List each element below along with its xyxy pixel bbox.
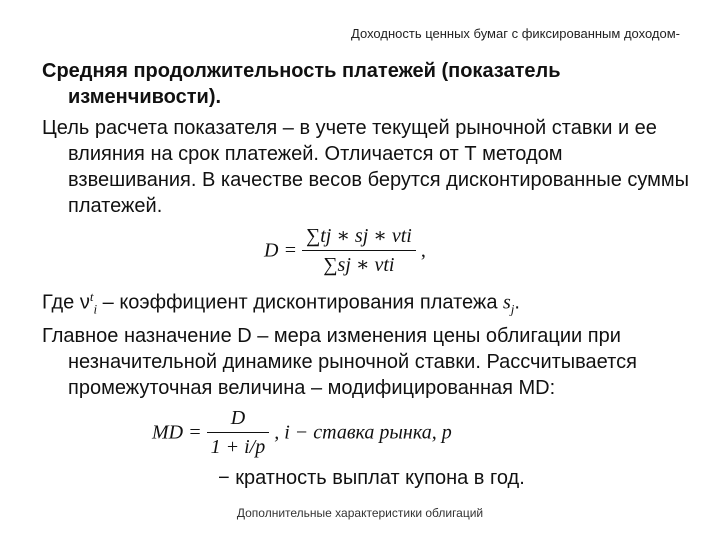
duration-numerator: ∑tj ∗ sj ∗ νti (302, 223, 416, 251)
where-suffix: . (514, 291, 520, 314)
where-sub: i (93, 301, 98, 317)
purpose-paragraph-2: Главное назначение D – мера изменения цены облигации при незначительной динамике рыночной ставки. Рассчитывается промежуточная величина – модифицированная MD: (42, 324, 637, 399)
where-line (42, 284, 692, 323)
where-sup: t (89, 289, 94, 304)
where-prefix: Где ν (42, 291, 90, 314)
md-fraction (207, 405, 270, 460)
purpose-paragraph: Цель расчета показателя – в учете текущей рыночной ставки и ее влияния на срок платежей. Отличается от Т методом взвешивания. В качестве весов берутся дисконтированные суммы платежей. (42, 117, 690, 217)
md-line2: − кратность выплат купона в год. (218, 466, 525, 489)
duration-denominator: ∑sj ∗ νti (323, 254, 395, 276)
slide-content (42, 58, 692, 491)
md-denominator: 1 + i/p (210, 435, 266, 458)
md-lhs: MD = (152, 421, 202, 444)
duration-formula (42, 219, 692, 279)
duration-fraction (302, 223, 416, 278)
slide-footer: Дополнительные характеристики облигаций (236, 506, 484, 520)
where-middle: – коэффициент дисконтирования платежа (97, 291, 503, 314)
md-numerator: D (207, 405, 270, 433)
duration-trailing-comma: , (420, 239, 426, 262)
md-after: , i − ставка рынка, p (274, 421, 452, 444)
where-var: s (503, 291, 511, 314)
presentation-header: Доходность ценных бумаг с фиксированным доходом- (351, 26, 680, 41)
where-var-sub: j (510, 301, 515, 317)
modified-duration-formula (42, 403, 692, 467)
duration-lhs: D = (264, 239, 297, 262)
slide-heading: Средняя продолжительность платежей (показатель изменчивости). (42, 60, 561, 108)
